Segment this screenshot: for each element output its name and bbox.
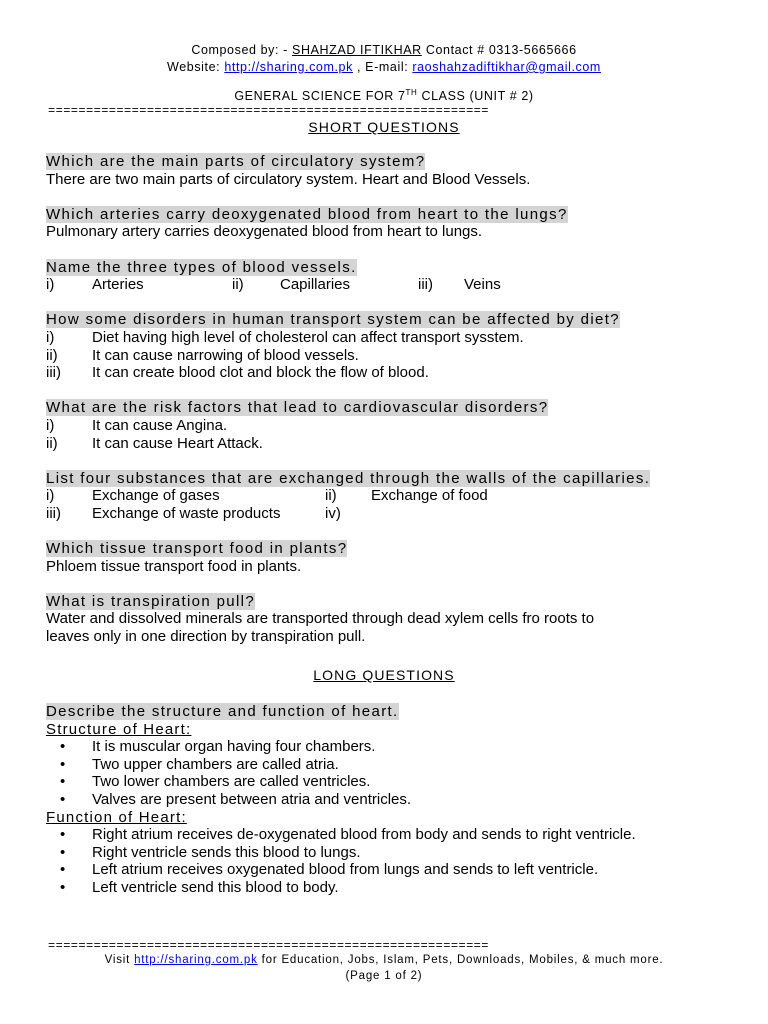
question	[46, 593, 726, 611]
answer-text: There are two main parts of circulatory system. Heart and Blood Vessels.	[46, 170, 531, 188]
list-item	[46, 435, 726, 453]
footer-tagline: for Education, Jobs, Islam, Pets, Downloads, Mobiles, & much more.	[257, 954, 664, 966]
question	[46, 470, 726, 488]
list-item-text: Exchange of food	[371, 487, 488, 505]
list-item	[46, 329, 726, 347]
page-header	[0, 42, 768, 105]
list-item: Veins	[464, 276, 501, 294]
composed-by-label: Composed by: -	[191, 43, 293, 57]
website-line	[0, 59, 768, 76]
class-title-unit: CLASS (UNIT # 2)	[417, 89, 534, 104]
list-item-text: Exchange of waste products	[92, 504, 281, 522]
list-number: ii)	[325, 487, 337, 505]
structure-heading: Structure of Heart:	[46, 720, 192, 738]
bullet-item: • Two upper chambers are called atria.	[46, 756, 726, 774]
list-number: i)	[46, 487, 55, 505]
question	[46, 206, 726, 224]
list-number: iv)	[325, 504, 341, 522]
question-text: List four substances that are exchanged through the walls of the capillaries.	[46, 469, 651, 487]
long-questions-title: LONG QUESTIONS	[313, 667, 455, 683]
list-item: Arteries	[92, 276, 144, 294]
list-number: ii)	[46, 346, 58, 364]
question	[46, 259, 726, 277]
list-item-text: It can cause Angina.	[92, 416, 228, 434]
website-label: Website:	[167, 60, 225, 74]
author-name: SHAHZAD IFTIKHAR	[292, 43, 422, 57]
class-title-text: GENERAL SCIENCE FOR 7	[234, 89, 406, 104]
list-number: iii)	[46, 364, 61, 382]
bullet-item: • Two lower chambers are called ventricles.	[46, 773, 726, 791]
question	[46, 703, 726, 721]
list-number: iii)	[46, 504, 61, 522]
composer-line	[0, 42, 768, 59]
question-text: How some disorders in human transport system can be affected by diet?	[46, 311, 620, 329]
list-item-text: It can create blood clot and block the flow of blood.	[92, 364, 429, 382]
list-item	[46, 347, 726, 365]
question	[46, 153, 726, 171]
function-heading: Function of Heart:	[46, 808, 187, 826]
bottom-divider: ==========================================================	[48, 940, 489, 952]
question	[46, 399, 726, 417]
bullet-item: • It is muscular organ having four chambers.	[46, 738, 726, 756]
list-item-text: Diet having high level of cholesterol can affect transport sysstem.	[92, 328, 524, 346]
email-link[interactable]: raoshahzadiftikhar@gmail.com	[412, 60, 601, 74]
question-text: What is transpiration pull?	[46, 592, 256, 610]
list-number: i)	[46, 416, 55, 434]
question-text: What are the risk factors that lead to cardiovascular disorders?	[46, 399, 549, 417]
website-link[interactable]: http://sharing.com.pk	[224, 60, 353, 74]
short-questions-title: SHORT QUESTIONS	[308, 119, 460, 135]
list-number: i)	[46, 328, 55, 346]
bullet-item: • Left ventricle send this blood to body.	[46, 879, 726, 897]
question-text: Which arteries carry deoxygenated blood from heart to the lungs?	[46, 205, 568, 223]
footer-visit-label: Visit	[104, 954, 135, 966]
list-item-text: It can cause narrowing of blood vessels.	[92, 346, 359, 364]
bullet-item: • Left atrium receives oxygenated blood from lungs and sends to left ventricle.	[46, 861, 726, 879]
question-text: Name the three types of blood vessels.	[46, 258, 357, 276]
list-item	[46, 417, 726, 435]
bullet-item: • Right ventricle sends this blood to lungs.	[46, 844, 726, 862]
class-title	[0, 84, 768, 105]
class-title-superscript: TH	[405, 88, 418, 97]
list-number: ii)	[232, 276, 244, 294]
list-item-text: It can cause Heart Attack.	[92, 434, 263, 452]
answer-text: Pulmonary artery carries deoxygenated blood from heart to lungs.	[46, 223, 483, 241]
bullet-item: • Right atrium receives de-oxygenated blood from body and sends to right ventricle.	[46, 826, 692, 844]
email-label: , E-mail:	[352, 60, 413, 74]
footer-line	[0, 952, 768, 968]
answer-text: Phloem tissue transport food in plants.	[46, 557, 302, 575]
list-item	[46, 487, 726, 505]
answer-text: leaves only in one direction by transpiration pull.	[46, 628, 366, 646]
vessel-types-list	[46, 276, 726, 294]
list-item: Capillaries	[280, 276, 351, 294]
short-questions-section	[46, 153, 726, 646]
list-number: i)	[46, 276, 55, 294]
page-footer	[0, 952, 768, 984]
question-text: Which tissue transport food in plants?	[46, 540, 348, 558]
contact-number: Contact # 0313-5665666	[421, 43, 577, 57]
question	[46, 311, 726, 329]
list-item	[46, 505, 726, 523]
bullet-item: • Valves are present between atria and ventricles.	[46, 791, 726, 809]
question-text: Describe the structure and function of heart.	[46, 703, 399, 720]
footer-website-link[interactable]: http://sharing.com.pk	[134, 954, 258, 966]
list-item	[46, 364, 726, 382]
list-item-text: Exchange of gases	[92, 487, 220, 505]
list-number: iii)	[418, 276, 433, 294]
page-number: (Page 1 of 2)	[345, 970, 423, 982]
list-number: ii)	[46, 434, 58, 452]
question	[46, 540, 726, 558]
answer-text: Water and dissolved minerals are transported through dead xylem cells fro roots to	[46, 610, 595, 628]
question-text: Which are the main parts of circulatory system?	[46, 153, 426, 170]
top-divider: ==========================================================	[48, 105, 489, 117]
long-questions-section	[46, 703, 726, 897]
